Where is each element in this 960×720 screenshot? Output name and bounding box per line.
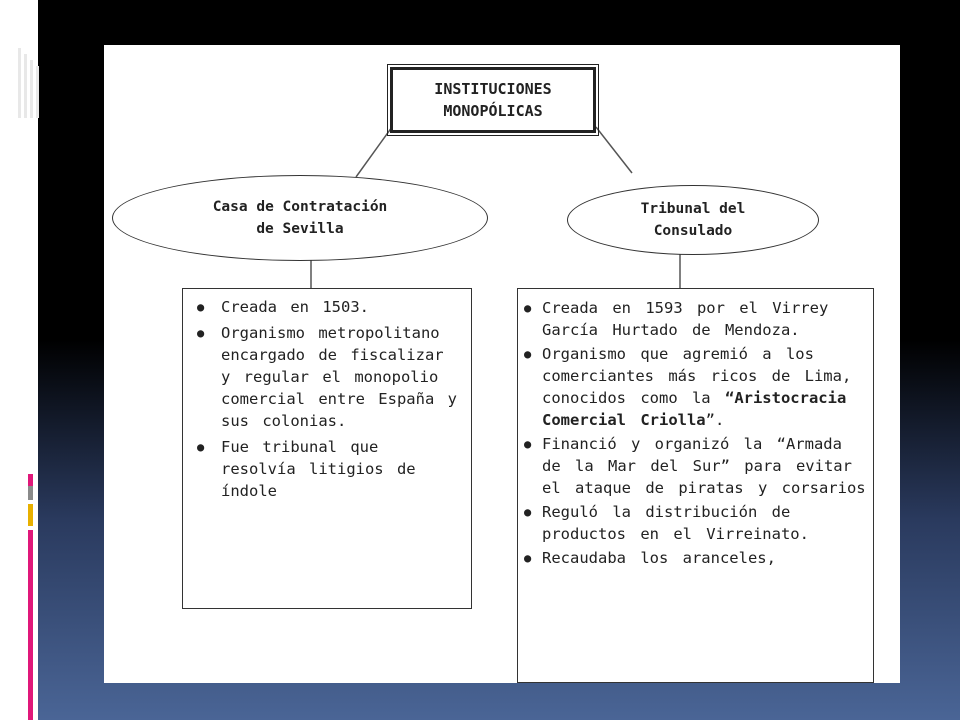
- list-item: ● Reguló la distribución de productos en el Virreinato.: [524, 503, 809, 543]
- bullet-icon: ●: [197, 440, 205, 454]
- accent-bar-grey: [28, 486, 33, 500]
- bullet-icon: ●: [524, 437, 532, 451]
- bullet-icon: ●: [524, 551, 532, 565]
- connector-title-right: [596, 127, 632, 173]
- list-item: ● Fue tribunal que resolvía litigios de índole: [197, 438, 416, 500]
- accent-bar-pink: [28, 530, 33, 720]
- list-item: ● Recaudaba los aranceles,: [524, 549, 776, 567]
- bullet-icon: ●: [524, 347, 532, 361]
- left-bullet-list: [183, 289, 471, 502]
- list-item: ● Organismo que agremió a los comerciantes más ricos de Lima, conocidos como la “Aristocracia Comercial Criolla”.: [524, 345, 852, 429]
- accent-bar-gold: [28, 504, 33, 526]
- list-item: ● Creada en 1593 por el Virrey García Hurtado de Mendoza.: [524, 299, 829, 339]
- right-bullet-list: [518, 289, 873, 569]
- list-item: ● Organismo metropolitano encargado de fiscalizar y regular el monopolio comercial entre España y sus colonias.: [197, 324, 457, 430]
- oval-tribunal-consulado: Tribunal del Consulado: [567, 185, 819, 255]
- left-info-box: [182, 288, 472, 609]
- list-item: ● Financió y organizó la “Armada de la Mar del Sur” para evitar el ataque de piratas y corsarios: [524, 435, 866, 497]
- bullet-icon: ●: [524, 505, 532, 519]
- bullet-icon: ●: [197, 326, 205, 340]
- bullet-icon: ●: [524, 301, 532, 315]
- vertical-lines-icon: [18, 48, 40, 118]
- right-info-box: [517, 288, 874, 683]
- connector-title-left: [356, 127, 392, 177]
- bullet-icon: ●: [197, 300, 205, 314]
- accent-bar-pink-top: [28, 474, 33, 486]
- list-item: ● Creada en 1503.: [197, 298, 369, 316]
- highlight-phrase: “Aristocracia Comercial Criolla: [542, 389, 847, 429]
- oval-casa-contratacion: Casa de Contratación de Sevilla: [112, 175, 488, 261]
- concept-map: [104, 45, 900, 683]
- diagram-title: INSTITUCIONES MONOPÓLICAS: [390, 67, 596, 133]
